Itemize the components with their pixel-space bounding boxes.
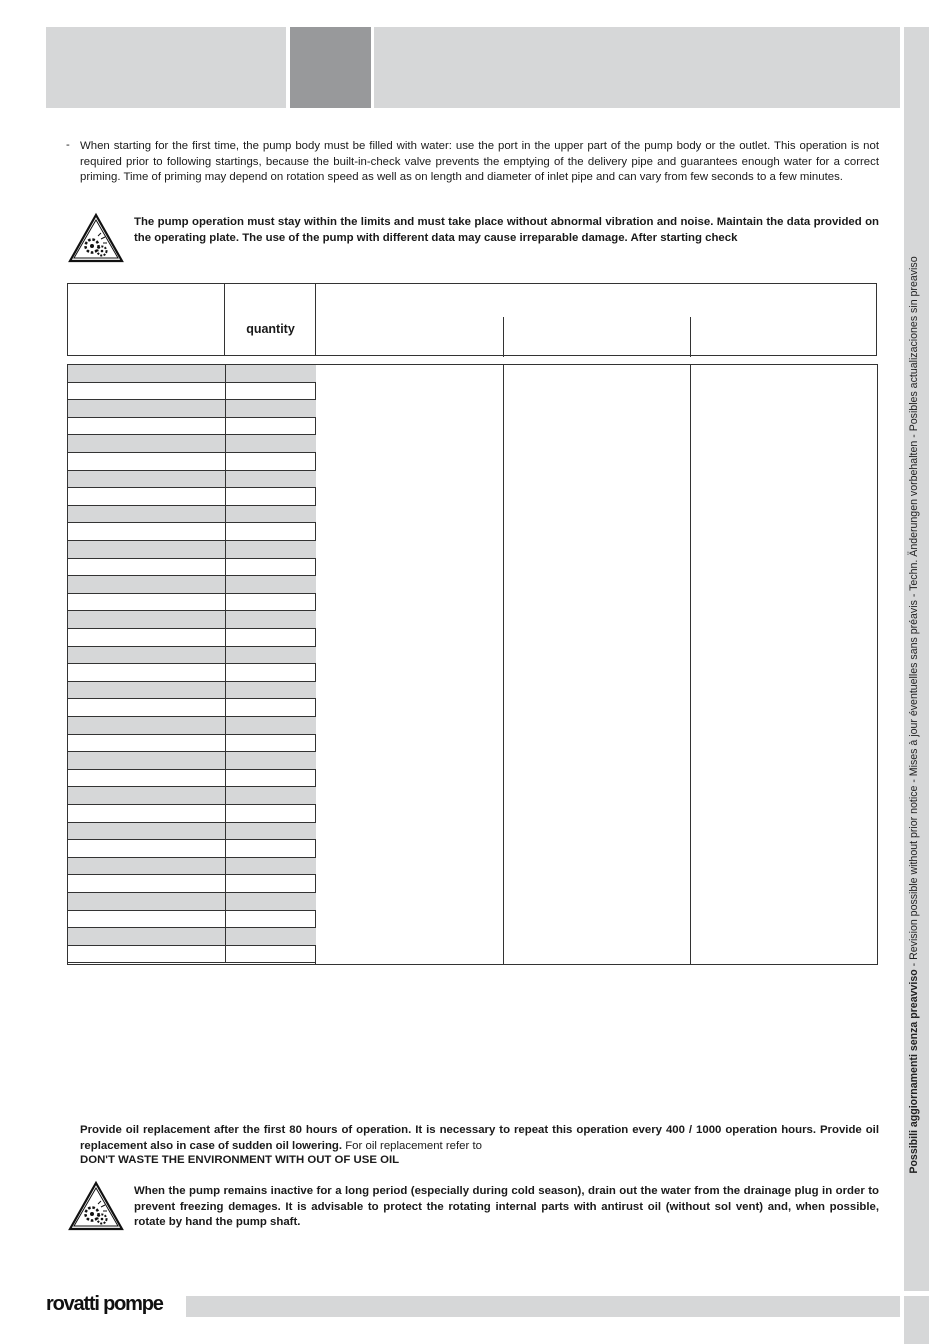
table-cell-quantity xyxy=(225,418,316,435)
table-cell-quantity xyxy=(225,858,316,875)
table-cell-quantity xyxy=(225,928,316,945)
table-row xyxy=(68,594,316,612)
table-cell xyxy=(68,400,225,417)
table-row xyxy=(68,523,316,541)
environment-warning: DON'T WASTE THE ENVIRONMENT WITH OUT OF USE OIL xyxy=(80,1154,400,1166)
table-cell-quantity xyxy=(225,576,316,593)
table-cell xyxy=(68,471,225,488)
table-cell xyxy=(68,365,225,382)
table-cell xyxy=(68,453,225,470)
table-cell xyxy=(68,717,225,734)
table-row xyxy=(68,805,316,823)
table-row xyxy=(68,471,316,489)
header-divider xyxy=(224,284,225,356)
table-cell xyxy=(68,893,225,910)
table-cell xyxy=(68,946,225,963)
table-cell xyxy=(68,523,225,540)
table-cell-quantity xyxy=(225,435,316,452)
table-row xyxy=(68,858,316,876)
intro-paragraph: When starting for the first time, the pump body must be filled with water: use the port in the upper part of the pump body or the outlet. This operation is not required prior to following startings, because the built-in-check valve prevents the emptying of the delivery pipe and guarantees enough water for a correct priming. Time of priming may depend on rotation speed as well as on length and diameter of inlet pipe and can vary from few seconds to a few minutes. xyxy=(80,140,879,183)
table-cell-quantity xyxy=(225,471,316,488)
table-row xyxy=(68,611,316,629)
table-cell xyxy=(68,699,225,716)
table-cell-quantity xyxy=(225,559,316,576)
table-row xyxy=(68,787,316,805)
intro-bullet: - xyxy=(66,139,70,151)
table-cell xyxy=(68,911,225,928)
column-divider xyxy=(503,365,504,964)
table-cell-quantity xyxy=(225,400,316,417)
table-cell xyxy=(68,875,225,892)
table-cell-quantity xyxy=(225,453,316,470)
table-cell xyxy=(68,488,225,505)
brand-logo: rovatti pompe xyxy=(46,1293,163,1315)
table-row xyxy=(68,893,316,911)
table-cell-quantity xyxy=(225,488,316,505)
oil-replacement-bold: Provide oil replacement after the first 80 hours of operation. It is necessary to repeat this operation every 400 / 1000 operation hours. Provide oil replacement also in case of sudden oil lowering. xyxy=(80,1124,879,1152)
table-row xyxy=(68,400,316,418)
table-row xyxy=(68,928,316,946)
table-cell xyxy=(68,664,225,681)
table-cell-quantity xyxy=(225,717,316,734)
table-row xyxy=(68,383,316,401)
table-cell xyxy=(68,506,225,523)
table-cell-quantity xyxy=(225,365,316,382)
table-row xyxy=(68,559,316,577)
table-cell xyxy=(68,787,225,804)
table-cell-quantity xyxy=(225,523,316,540)
sidebar-band-bottom xyxy=(904,1296,929,1344)
table-row xyxy=(68,735,316,753)
table-cell xyxy=(68,435,225,452)
sidebar-notice-normal: - Revision possible without prior notice - Mises à jour éventuelles sans préavis - Techn. Änderungen vorbehalten - Posibles actualizaciones sin preaviso xyxy=(908,256,920,970)
table-row xyxy=(68,453,316,471)
table-cell xyxy=(68,805,225,822)
table-cell-quantity xyxy=(225,682,316,699)
table-header xyxy=(67,283,877,356)
table-cell xyxy=(68,840,225,857)
table-row xyxy=(68,911,316,929)
table-row xyxy=(68,770,316,788)
table-cell xyxy=(68,418,225,435)
table-cell xyxy=(68,735,225,752)
table-cell-quantity xyxy=(225,541,316,558)
oil-replacement-ref: For oil replacement refer to xyxy=(342,1139,482,1152)
table-row xyxy=(68,576,316,594)
table-row xyxy=(68,823,316,841)
gear-warning-icon xyxy=(67,1180,125,1232)
table-row xyxy=(68,541,316,559)
table-cell-quantity xyxy=(225,805,316,822)
table-cell-quantity xyxy=(225,594,316,611)
table-row xyxy=(68,752,316,770)
quantity-header: quantity xyxy=(246,322,295,336)
header-subdivider xyxy=(503,317,504,357)
table-cell-quantity xyxy=(225,735,316,752)
table-cell-quantity xyxy=(225,629,316,646)
table-row xyxy=(68,840,316,858)
table-row xyxy=(68,946,316,964)
table-cell xyxy=(68,928,225,945)
table-cell-quantity xyxy=(225,647,316,664)
oil-replacement-paragraph xyxy=(80,1123,879,1154)
table-cell-quantity xyxy=(225,383,316,400)
table-row xyxy=(68,506,316,524)
warning-inactive-period: When the pump remains inactive for a long period (especially during cold season), drain out the water from the drainage plug in order to prevent freezing demages. It is advisable to protect the rotating internal parts with antirust oil (without sol vent) and, when possible, rotate by hand the pump shaft. xyxy=(134,1185,879,1228)
table-row xyxy=(68,664,316,682)
sidebar-notice-bold: Possibili aggiornamenti senza preavviso xyxy=(908,969,920,1174)
column-divider xyxy=(690,365,691,964)
table-cell xyxy=(68,752,225,769)
header-divider xyxy=(315,284,316,356)
table-row xyxy=(68,699,316,717)
table-cell xyxy=(68,682,225,699)
table-cell xyxy=(68,559,225,576)
table-cell xyxy=(68,770,225,787)
table-row xyxy=(68,647,316,665)
header-band-left xyxy=(46,27,286,108)
table-cell-quantity xyxy=(225,911,316,928)
table-cell-quantity xyxy=(225,752,316,769)
gear-warning-icon xyxy=(67,212,125,264)
table-cell-quantity xyxy=(225,664,316,681)
table-cell xyxy=(68,647,225,664)
table-cell xyxy=(68,594,225,611)
table-cell xyxy=(68,823,225,840)
header-subdivider xyxy=(690,317,691,357)
table-cell-quantity xyxy=(225,611,316,628)
table-row xyxy=(68,629,316,647)
header-band-middle xyxy=(290,27,371,108)
warning-operation-limits: The pump operation must stay within the limits and must take place without abnormal vibration and noise. Maintain the data provided on the operating plate. The use of the pump with different data may cause irreparable damage. After starting check xyxy=(134,216,879,244)
table-row xyxy=(68,365,316,383)
table-row xyxy=(68,418,316,436)
table-row xyxy=(68,435,316,453)
table-cell-quantity xyxy=(225,699,316,716)
header-band-right xyxy=(374,27,900,108)
table-cell-quantity xyxy=(225,770,316,787)
table-cell xyxy=(68,611,225,628)
table-row xyxy=(68,682,316,700)
table-cell-quantity xyxy=(225,506,316,523)
table-body xyxy=(67,364,878,965)
table-cell-quantity xyxy=(225,787,316,804)
table-cell-quantity xyxy=(225,875,316,892)
table-cell-quantity xyxy=(225,823,316,840)
table-row xyxy=(68,488,316,506)
table-cell xyxy=(68,858,225,875)
table-cell-quantity xyxy=(225,946,316,963)
table-cell xyxy=(68,629,225,646)
table-cell xyxy=(68,541,225,558)
table-row xyxy=(68,875,316,893)
table-cell-quantity xyxy=(225,840,316,857)
sidebar-revision-notice xyxy=(908,145,924,1285)
table-row xyxy=(68,717,316,735)
table-cell-quantity xyxy=(225,893,316,910)
table-cell xyxy=(68,576,225,593)
table-cell xyxy=(68,383,225,400)
footer-band xyxy=(186,1296,900,1317)
